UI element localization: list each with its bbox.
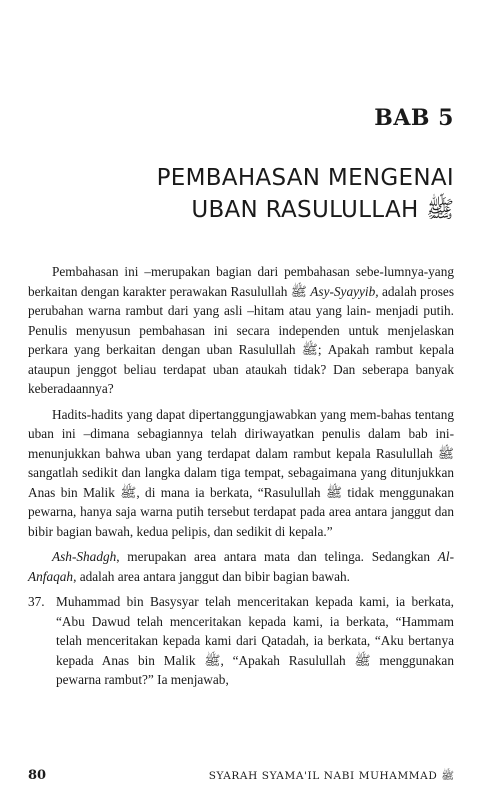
hadith-37 — [28, 592, 454, 690]
paragraph-1-rest: adalah proses perubahan warna rambut dari yang asli –hitam atau yang lain- menjadi putih. Penulis menyusun pembahasan ini secara independen untuk menjelaskan perkara yang berkaitan dengan uban Rasulullah ﷺ; Apakah rambut kepala ataupun jenggot beliau terdapat uban ataukah tidak? Dan seberapa banyak keberadaannya? — [28, 283, 455, 396]
term-ash-shadgh: Ash-Shadgh — [52, 549, 117, 564]
term-asy-syayyib: Asy-Syayyib, — [310, 283, 379, 299]
paragraph-3-rest: , adalah area antara janggut dan bibir bagian bawah. — [73, 568, 350, 584]
chapter-title-line-1: PEMBAHASAN MENGENAI — [156, 165, 454, 191]
paragraph-1-lead: Pembahasan ini –merupakan bagian dari pembahasan sebe-lumnya-yang berkaitan dengan karakter perawakan Rasulullah ﷺ — [28, 264, 454, 299]
term-al-anfaqah: Al-Anfaqah — [28, 549, 454, 584]
paragraph-3 — [28, 547, 454, 586]
page-number: 80 — [28, 768, 47, 783]
body-text — [28, 262, 454, 690]
paragraph-1 — [28, 262, 454, 399]
hadith-number: 37. — [28, 594, 45, 609]
chapter-title-line-2: UBAN RASULULLAH ﷺ — [191, 197, 454, 223]
hadith-text: Muhammad bin Basysyar telah menceritakan kepada kami, ia berkata, “Abu Dawud telah menceritakan kepada kami, ia berkata, “Hammam telah menceritakan kepada kami dari Qatadah, ia berkata, “Aku bertanya kepada Anas bin Malik ﷺ, “Apakah Rasulullah ﷺ menggunakan pewarna rambut?” Ia menjawab, — [56, 594, 454, 687]
running-footer: SYARAH SYAMA'IL NABI MUHAMMAD ﷺ — [208, 770, 454, 782]
chapter-label: BAB 5 — [374, 105, 454, 131]
paragraph-3-mid: , merupakan area antara mata dan telinga. Sedangkan — [116, 549, 438, 564]
chapter-title — [157, 162, 454, 226]
paragraph-2: Hadits-hadits yang dapat dipertanggungjawabkan yang mem-bahas tentang uban ini –dimana sebagiannya telah diriwayatkan penulis dalam bab ini- menunjukkan bahwa uban yang terdapat dalam rambut kepala Rasulullah ﷺ sangatlah sedikit dan langka dalam tiga tempat, sebagaimana yang ditunjukkan Anas bin Malik ﷺ, di mana ia berkata, “Rasulullah ﷺ tidak menggunakan pewarna, hanya saja warna putih tersebut terdapat pada area antara janggut dan bibir bagian bawah, kedua pelipis, dan sedikit di kepala.” — [28, 406, 454, 539]
